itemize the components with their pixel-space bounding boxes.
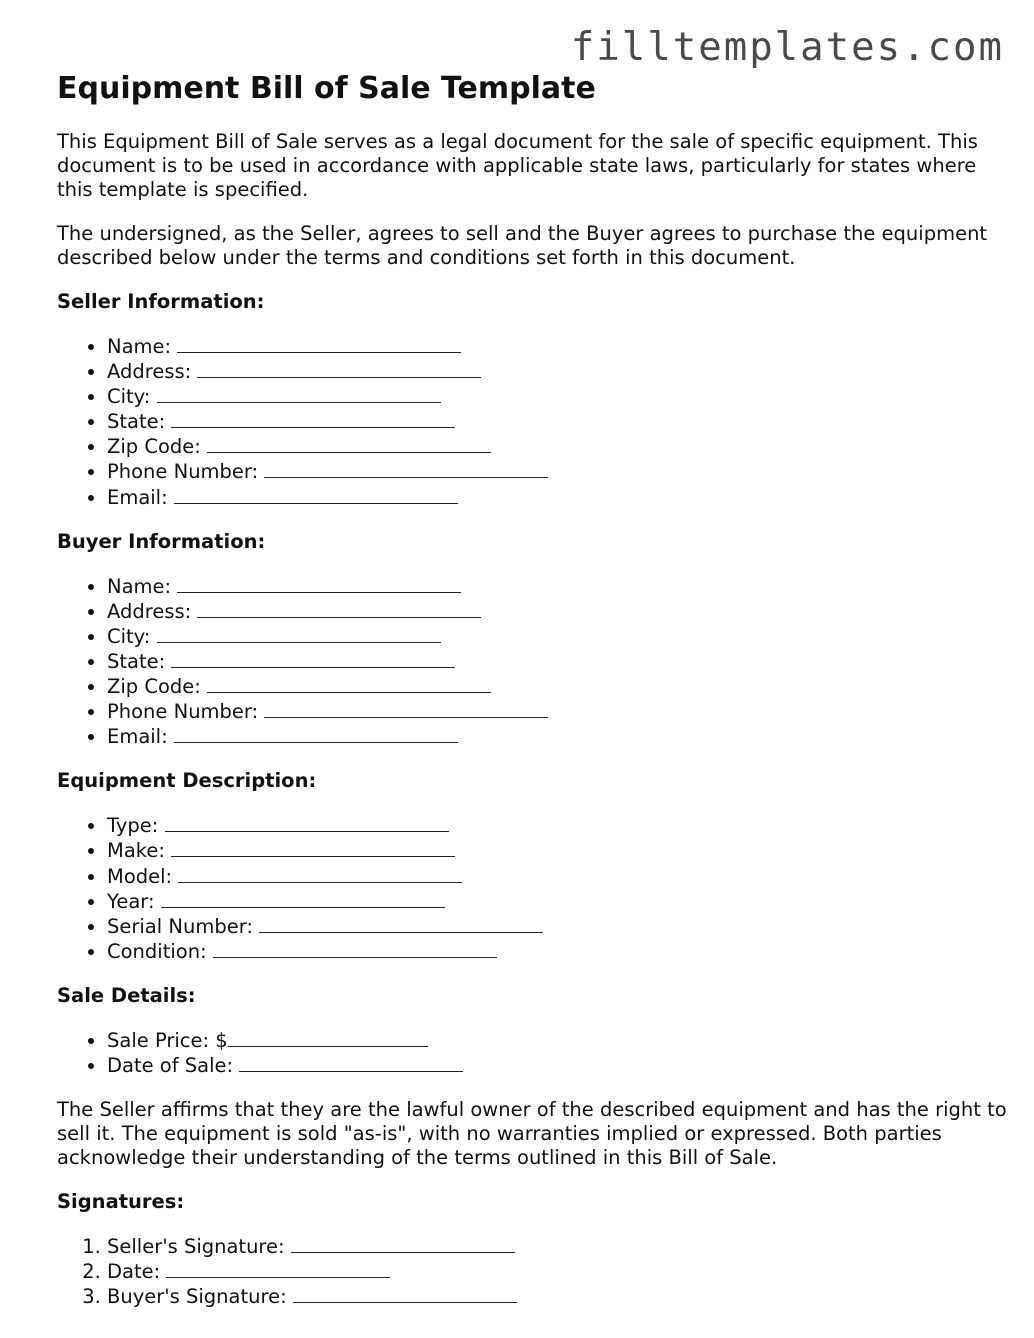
buyer-signature-field [107,1284,1007,1309]
equipment-condition-field [107,939,1007,964]
equipment-type-field [107,813,1007,838]
blank-line[interactable] [207,434,491,453]
blank-line[interactable] [197,359,481,378]
field-label: Make: [107,839,172,863]
seller-signature-field [107,1234,1007,1259]
field-label: Name: [107,574,178,598]
affirmation-paragraph: The Seller affirms that they are the lawful owner of the described equipment and has the right to sell it. The equipment is sold "as-is", with no warranties implied or expressed. Both parties acknowledge their understanding of the terms outlined in this Bill of Sale. [57,1098,1007,1170]
field-label: Phone Number: [107,460,265,484]
buyer-address-field [107,599,1007,624]
blank-line[interactable] [178,864,462,883]
blank-line[interactable] [166,1259,390,1278]
blank-line[interactable] [161,889,445,908]
sale-fields-list [57,1028,1007,1078]
buyer-city-field [107,624,1007,649]
field-label: Email: [107,485,174,509]
buyer-phone-field [107,699,1007,724]
intro-paragraph: This Equipment Bill of Sale serves as a legal document for the sale of specific equipment. This document is to be used in accordance with applicable state laws, particularly for states where this template is specified. [57,130,978,201]
blank-line[interactable] [259,914,543,933]
document-page [57,70,1007,1329]
field-label: Date of Sale: [107,1053,240,1077]
equipment-heading: Equipment Description: [57,769,317,793]
buyer-state-field [107,649,1007,674]
blank-line[interactable] [171,409,455,428]
sale-date-field [107,1053,1007,1078]
buyer-fields-list [57,574,1007,750]
blank-line[interactable] [264,459,548,478]
buyer-email-field [107,724,1007,749]
field-label: Email: [107,725,174,749]
buyer-heading: Buyer Information: [57,529,266,553]
seller-phone-field [107,459,1007,484]
field-label: Buyer's Signature: [107,1285,293,1309]
field-label: Date: [107,1260,167,1284]
equipment-make-field [107,838,1007,863]
blank-line[interactable] [157,384,441,403]
equipment-serial-field [107,914,1007,939]
field-label: Model: [107,864,179,888]
field-label: Phone Number: [107,700,265,724]
watermark: filltemplates.com [570,25,1004,70]
field-label: Serial Number: [107,914,260,938]
blank-line[interactable] [197,599,481,618]
seller-fields-list [57,334,1007,510]
document-title: Equipment Bill of Sale Template [57,71,596,106]
seller-city-field [107,384,1007,409]
sale-price-field [107,1028,1007,1053]
seller-name-field [107,334,1007,359]
blank-line[interactable] [165,813,449,832]
field-label: Condition: [107,939,213,963]
blank-line[interactable] [174,724,458,743]
field-label: Zip Code: [107,435,208,459]
blank-line[interactable] [171,838,455,857]
signatures-list [57,1234,1007,1309]
agreement-paragraph: The undersigned, as the Seller, agrees to sell and the Buyer agrees to purchase the equipment described below under the terms and conditions set forth in this document. [57,222,988,269]
blank-line[interactable] [171,649,455,668]
sale-heading: Sale Details: [57,983,196,1007]
field-label: Type: [107,814,165,838]
field-label: Zip Code: [107,675,208,699]
seller-zip-field [107,434,1007,459]
field-label: Name: [107,335,178,358]
blank-line[interactable] [293,1284,517,1303]
field-label: State: [107,410,172,434]
blank-line[interactable] [291,1234,515,1253]
field-label: Seller's Signature: [107,1235,291,1259]
signature-date-field [107,1259,1007,1284]
equipment-fields-list [57,813,1007,964]
blank-line[interactable] [177,334,461,353]
seller-address-field [107,359,1007,384]
seller-heading: Seller Information: [57,290,265,313]
field-label: Address: [107,599,198,623]
buyer-zip-field [107,674,1007,699]
signatures-heading: Signatures: [57,1190,185,1214]
blank-line[interactable] [174,485,458,504]
seller-email-field [107,485,1007,510]
field-label: Year: [107,889,161,913]
blank-line[interactable] [213,939,497,958]
blank-line[interactable] [228,1028,428,1047]
blank-line[interactable] [239,1053,463,1072]
buyer-name-field [107,574,1007,599]
blank-line[interactable] [207,674,491,693]
seller-state-field [107,409,1007,434]
field-label: Sale Price: $ [107,1028,228,1052]
field-label: Address: [107,360,198,384]
equipment-year-field [107,889,1007,914]
field-label: City: [107,624,157,648]
field-label: City: [107,385,157,409]
blank-line[interactable] [177,574,461,593]
equipment-model-field [107,864,1007,889]
field-label: State: [107,649,172,673]
blank-line[interactable] [157,624,441,643]
blank-line[interactable] [264,699,548,718]
